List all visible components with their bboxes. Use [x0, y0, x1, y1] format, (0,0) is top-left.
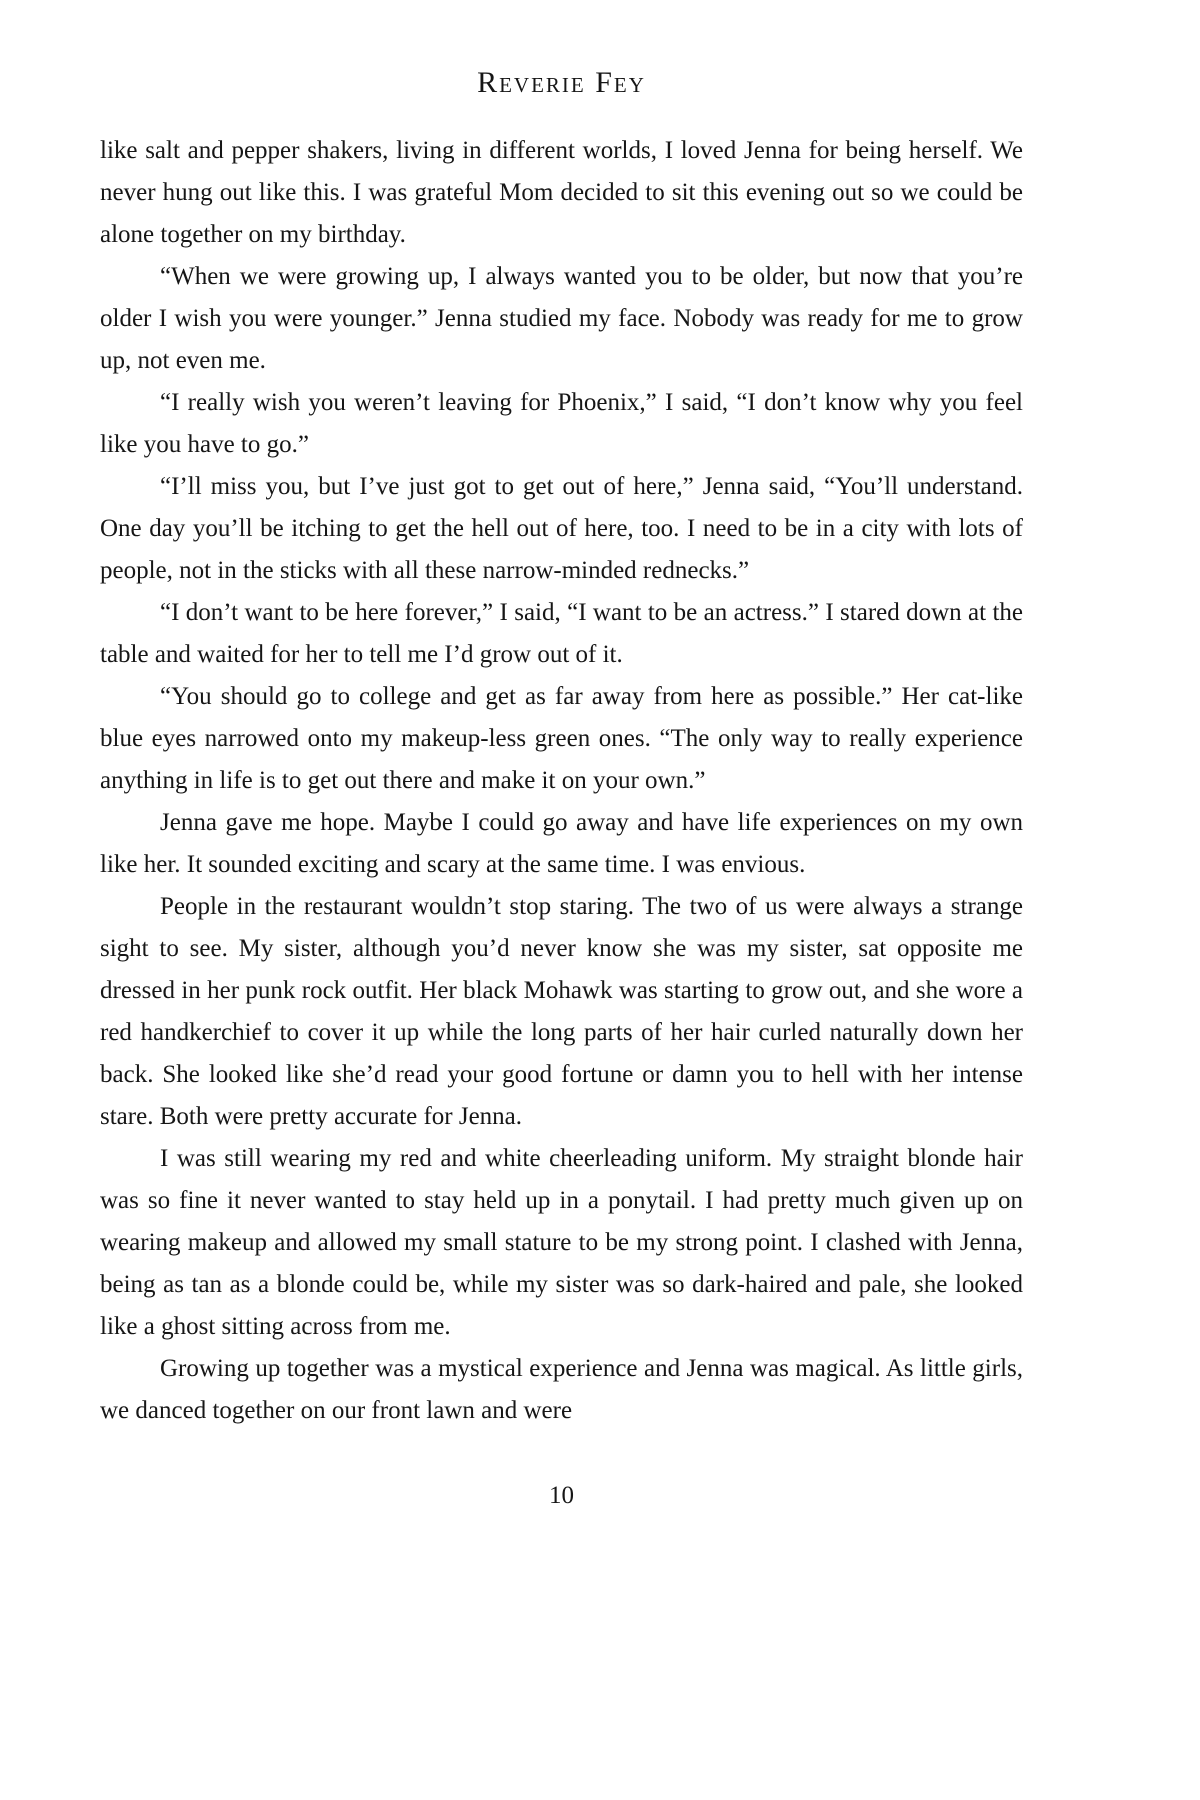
body-paragraph: “I don’t want to be here forever,” I said, “I want to be an actress.” I stared down at the table and waited for her to tell me I’d grow out of it. — [100, 599, 1023, 668]
page-number: 10 — [549, 1482, 574, 1509]
body-paragraph: People in the restaurant wouldn’t stop staring. The two of us were always a strange sight to see. My sister, although you’d never know she was my sister, sat opposite me dressed in her punk rock outfit. Her black Mohawk was starting to grow out, and she wore a red handkerchief to cover it up while the long parts of her hair curled naturally down her back. She looked like she’d read your good fortune or damn you to hell with her intense stare. Both were pretty accurate for Jenna. — [100, 893, 1023, 1130]
body-paragraph: “I’ll miss you, but I’ve just got to get out of here,” Jenna said, “You’ll understand. One day you’ll be itching to get the hell out of here, too. I need to be in a city with lots of people, not in the sticks with all these narrow-minded rednecks.” — [100, 473, 1023, 584]
body-paragraph: like salt and pepper shakers, living in different worlds, I loved Jenna for being herself. We never hung out like this. I was grateful Mom decided to sit this evening out so we could be alone together on my birthday. — [100, 137, 1023, 248]
body-paragraph: “I really wish you weren’t leaving for Phoenix,” I said, “I don’t know why you feel like you have to go.” — [100, 389, 1023, 458]
body-text — [100, 130, 1023, 1432]
running-header: Reverie Fey — [477, 66, 646, 99]
body-paragraph: “You should go to college and get as far away from here as possible.” Her cat-like blue eyes narrowed onto my makeup-less green ones. “The only way to really experience anything in life is to get out there and make it on your own.” — [100, 683, 1023, 794]
text-block — [100, 0, 1023, 1517]
body-paragraph: I was still wearing my red and white cheerleading uniform. My straight blonde hair was so fine it never wanted to stay held up in a ponytail. I had pretty much given up on wearing makeup and allowed my small stature to be my strong point. I clashed with Jenna, being as tan as a blonde could be, while my sister was so dark-haired and pale, she looked like a ghost sitting across from me. — [100, 1145, 1023, 1340]
body-paragraph: Jenna gave me hope. Maybe I could go away and have life experiences on my own like her. It sounded exciting and scary at the same time. I was envious. — [100, 809, 1023, 878]
body-paragraph: Growing up together was a mystical experience and Jenna was magical. As little girls, we danced together on our front lawn and were — [100, 1355, 1023, 1424]
body-paragraph: “When we were growing up, I always wanted you to be older, but now that you’re older I wish you were younger.” Jenna studied my face. Nobody was ready for me to grow up, not even me. — [100, 263, 1023, 374]
